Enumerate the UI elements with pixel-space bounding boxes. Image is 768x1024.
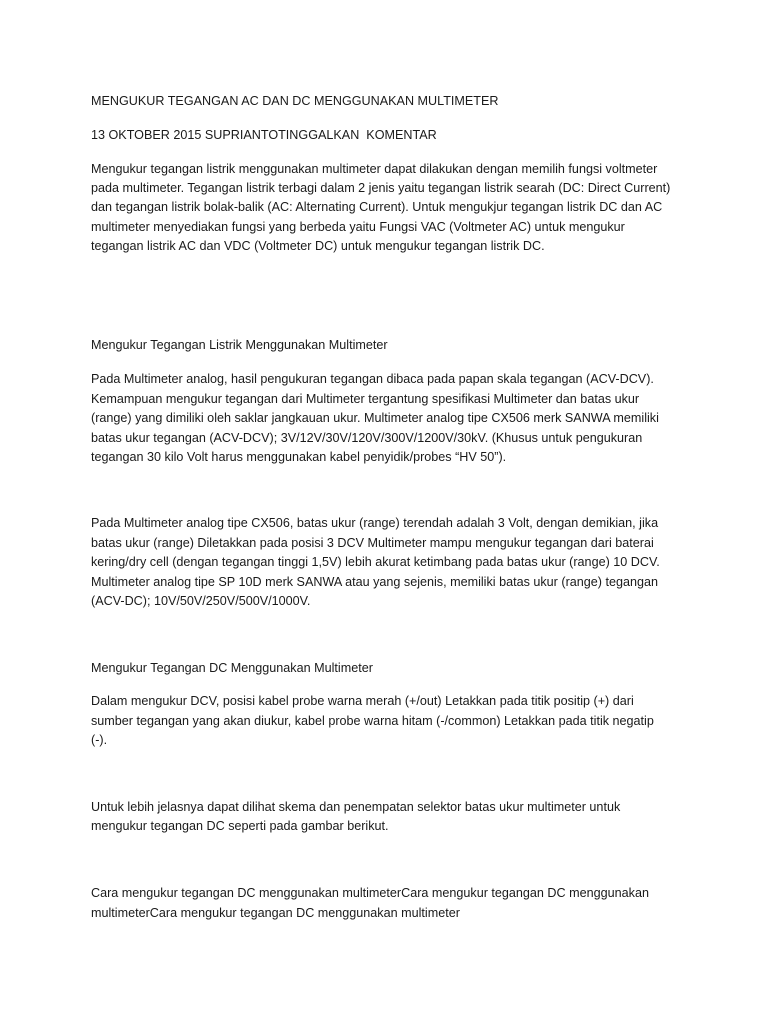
paragraph-3-line-2: batas ukur (range) Diletakkan pada posisi 3 DCV Multimeter mampu mengukur tegangan dari baterai — [91, 536, 654, 550]
paragraph-2-line-2: Kemampuan mengukur tegangan dari Multimeter tergantung spesifikasi Multimeter dan batas ukur — [91, 392, 640, 406]
paragraph-6-line-1: Cara mengukur tegangan DC menggunakan multimeterCara mengukur tegangan DC menggunakan — [91, 886, 649, 900]
paragraph-2-line-4: batas ukur tegangan (ACV-DCV); 3V/12V/30V/120V/300V/1200V/30kV. (Khusus untuk pengukuran — [91, 431, 643, 445]
paragraph-2-line-1: Pada Multimeter analog, hasil pengukuran tegangan dibaca pada papan skala tegangan (ACV-DCV). — [91, 372, 654, 386]
paragraph-1-line-4: multimeter menyediakan fungsi yang berbeda yaitu Fungsi VAC (Voltmeter AC) untuk mengukur — [91, 220, 625, 234]
paragraph-5-line-2: mengukur tegangan DC seperti pada gambar berikut. — [91, 819, 389, 833]
paragraph-5-line-1: Untuk lebih jelasnya dapat dilihat skema dan penempatan selektor batas ukur multimeter untuk — [91, 800, 621, 814]
document-title: MENGUKUR TEGANGAN AC DAN DC MENGGUNAKAN MULTIMETER — [91, 94, 499, 108]
paragraph-1-line-1: Mengukur tegangan listrik menggunakan multimeter dapat dilakukan dengan memilih fungsi voltmeter — [91, 162, 658, 176]
paragraph-3-line-3: kering/dry cell (dengan tegangan tinggi 1,5V) lebih akurat ketimbang pada batas ukur (range) 10 DCV. — [91, 555, 660, 569]
paragraph-1-line-3: dan tegangan listrik bolak-balik (AC: Alternating Current). Untuk mengukjur tegangan listrik DC dan AC — [91, 200, 663, 214]
paragraph-1-line-2: pada multimeter. Tegangan listrik terbagi dalam 2 jenis yaitu tegangan listrik searah (DC: Direct Current) — [91, 181, 671, 195]
section-heading-1: Mengukur Tegangan Listrik Menggunakan Multimeter — [91, 338, 388, 352]
paragraph-4-line-1: Dalam mengukur DCV, posisi kabel probe warna merah (+/out) Letakkan pada titik positip (+) dari — [91, 694, 634, 708]
section-heading-2: Mengukur Tegangan DC Menggunakan Multimeter — [91, 661, 373, 675]
paragraph-2-line-5: tegangan 30 kilo Volt harus menggunakan kabel penyidik/probes “HV 50”). — [91, 450, 507, 464]
paragraph-3-line-5: (ACV-DC); 10V/50V/250V/500V/1000V. — [91, 594, 311, 608]
document-meta: 13 OKTOBER 2015 SUPRIANTOTINGGALKAN KOMENTAR — [91, 128, 437, 142]
paragraph-2-line-3: (range) yang dimiliki oleh saklar jangkauan ukur. Multimeter analog tipe CX506 merk SANWA memiliki — [91, 411, 659, 425]
paragraph-1-line-5: tegangan listrik AC dan VDC (Voltmeter DC) untuk mengukur tegangan listrik DC. — [91, 239, 545, 253]
paragraph-6-line-2: multimeterCara mengukur tegangan DC menggunakan multimeter — [91, 906, 460, 920]
paragraph-4-line-2: sumber tegangan yang akan diukur, kabel probe warna hitam (-/common) Letakkan pada titik negatip — [91, 714, 654, 728]
paragraph-3-line-4: Multimeter analog tipe SP 10D merk SANWA atau yang sejenis, memiliki batas ukur (range) tegangan — [91, 575, 658, 589]
paragraph-4-line-3: (-). — [91, 733, 108, 747]
paragraph-3-line-1: Pada Multimeter analog tipe CX506, batas ukur (range) terendah adalah 3 Volt, dengan demikian, jika — [91, 516, 659, 530]
